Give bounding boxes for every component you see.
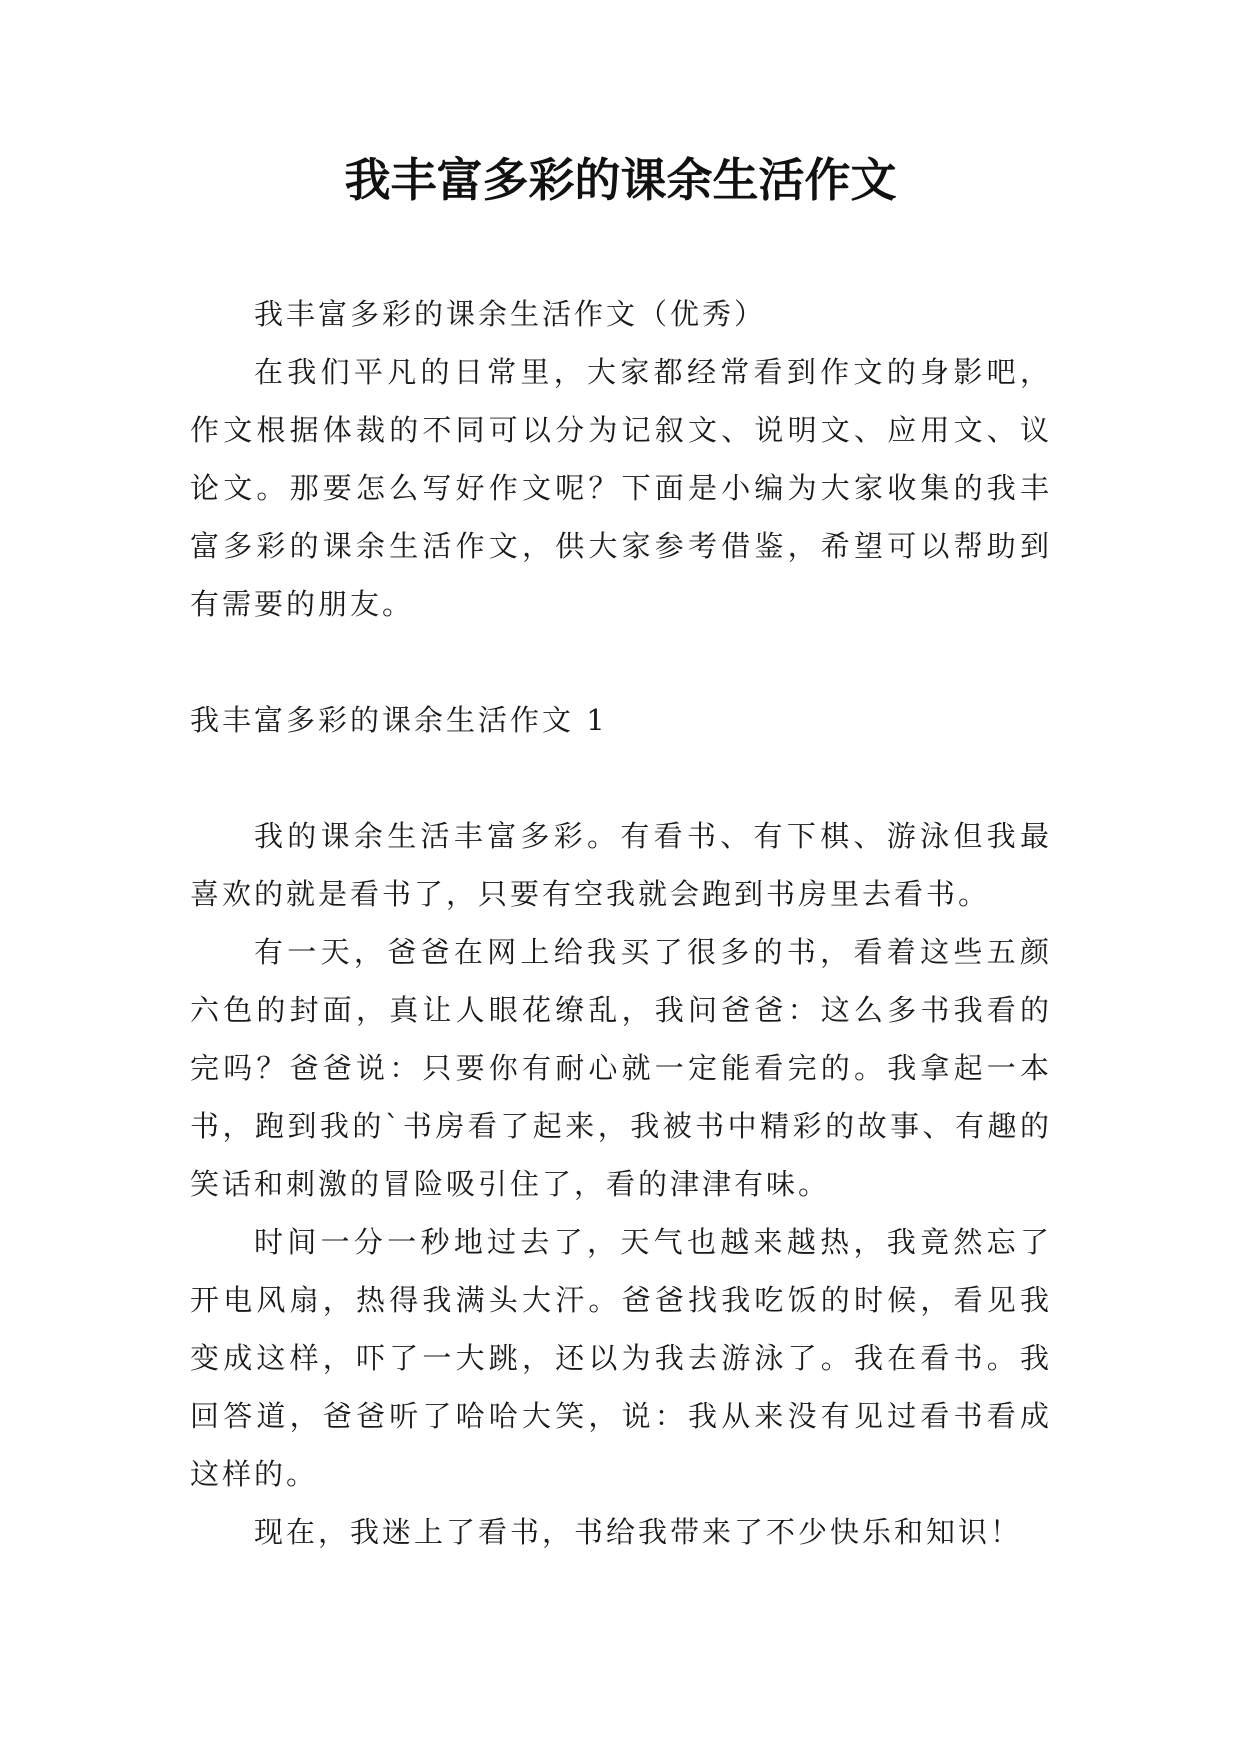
document-body xyxy=(190,285,1052,1561)
body-paragraph: 我的课余生活丰富多彩。有看书、有下棋、游泳但我最喜欢的就是看书了，只要有空我就会跑到书房里去看书。 xyxy=(190,819,1052,911)
body-paragraph: 现在，我迷上了看书，书给我带来了不少快乐和知识！ xyxy=(254,1515,1023,1549)
body-paragraph: 有一天，爸爸在网上给我买了很多的书，看着这些五颜六色的封面，真让人眼花缭乱，我问爸爸：这么多书我看的完吗？爸爸说：只要你有耐心就一定能看完的。我拿起一本书，跑到我的`书房看了起来，我被书中精彩的故事、有趣的笑话和刺激的冒险吸引住了，看的津津有味。 xyxy=(190,935,1052,1201)
document-title: 我丰富多彩的课余生活作文 xyxy=(344,153,897,207)
body-paragraph: 时间一分一秒地过去了，天气也越来越热，我竟然忘了开电风扇，热得我满头大汗。爸爸找我吃饭的时候，看见我变成这样，吓了一大跳，还以为我去游泳了。我在看书。我回答道，爸爸听了哈哈大笑，说：我从来没有见过看书看成这样的。 xyxy=(190,1225,1052,1491)
intro-paragraph: 在我们平凡的日常里，大家都经常看到作文的身影吧，作文根据体裁的不同可以分为记叙文、说明文、应用文、议论文。那要怎么写好作文呢？下面是小编为大家收集的我丰富多彩的课余生活作文，供大家参考借鉴，希望可以帮助到有需要的朋友。 xyxy=(190,355,1052,621)
document-subtitle: 我丰富多彩的课余生活作文（优秀） xyxy=(254,297,767,331)
section-heading: 我丰富多彩的课余生活作文 1 xyxy=(190,703,608,737)
